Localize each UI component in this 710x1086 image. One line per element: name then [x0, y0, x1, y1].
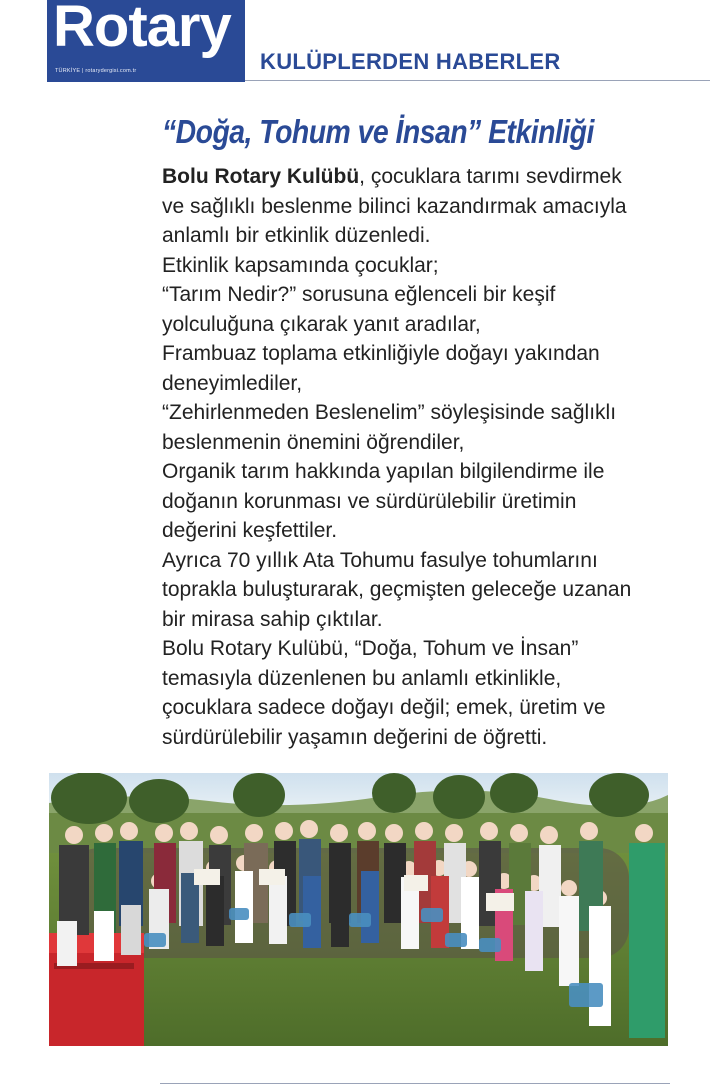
logo-vertical-text: dergisi: [276, 10, 285, 34]
body-line: Etkinlik kapsamında çocuklar;: [162, 253, 439, 277]
logo-subtitle: TÜRKİYE | rotarydergisi.com.tr: [55, 68, 137, 74]
body-line: “Zehirlenmeden Beslenelim” söyleşisinde sağlıklı: [162, 401, 617, 424]
body-line: [162, 162, 682, 192]
group-photo-illustration: [49, 773, 668, 1046]
group-photo: [49, 773, 668, 1046]
body-line-text: , çocuklara tarımı sevdirmek: [359, 165, 622, 188]
body-line: ve sağlıklı beslenme bilinci kazandırmak amacıyla: [162, 194, 627, 218]
body-line: Organik tarım hakkında yapılan bilgilendirme ile: [162, 460, 605, 483]
body-line: doğanın korunması ve sürdürülebilir üretimin: [162, 489, 577, 513]
body-line: anlamlı bir etkinlik düzenledi.: [162, 224, 431, 247]
section-title: KULÜPLERDEN HABERLER: [260, 49, 561, 74]
club-name-bold: Bolu Rotary Kulübü: [162, 165, 360, 188]
body-line: değerini keşfettiler.: [162, 519, 338, 542]
body-line: sürdürülebilir yaşamın değerini de öğretti.: [162, 725, 548, 749]
rotary-logo: [47, 0, 285, 82]
body-line: deneyimlediler,: [162, 371, 303, 395]
logo-wordmark: Rotary: [53, 0, 231, 59]
body-line: Frambuaz toplama etkinliğiyle doğayı yakından: [162, 342, 600, 365]
body-line: yolculuğuna çıkarak yanıt aradılar,: [162, 312, 481, 336]
article-body: [162, 162, 682, 752]
body-line: toprakla buluşturarak, geçmişten geleceğe uzanan: [162, 578, 632, 601]
body-line: çocuklara sadece doğayı değil; emek, üretim ve: [162, 696, 606, 719]
header-divider: [245, 80, 710, 81]
body-line: temasıyla düzenlenen bu anlamlı etkinlikle,: [162, 666, 562, 690]
body-line: beslenmenin önemini öğrendiler,: [162, 430, 465, 454]
body-line: bir mirasa sahip çıktılar.: [162, 607, 383, 631]
body-line: “Tarım Nedir?” sorusuna eğlenceli bir keşif: [162, 283, 556, 306]
body-line: Bolu Rotary Kulübü, “Doğa, Tohum ve İnsan”: [162, 637, 579, 660]
body-line: Ayrıca 70 yıllık Ata Tohumu fasulye tohumlarını: [162, 548, 598, 572]
footer-divider: [160, 1083, 670, 1084]
article-title: “Doğa, Tohum ve İnsan” Etkinliği: [162, 113, 594, 150]
